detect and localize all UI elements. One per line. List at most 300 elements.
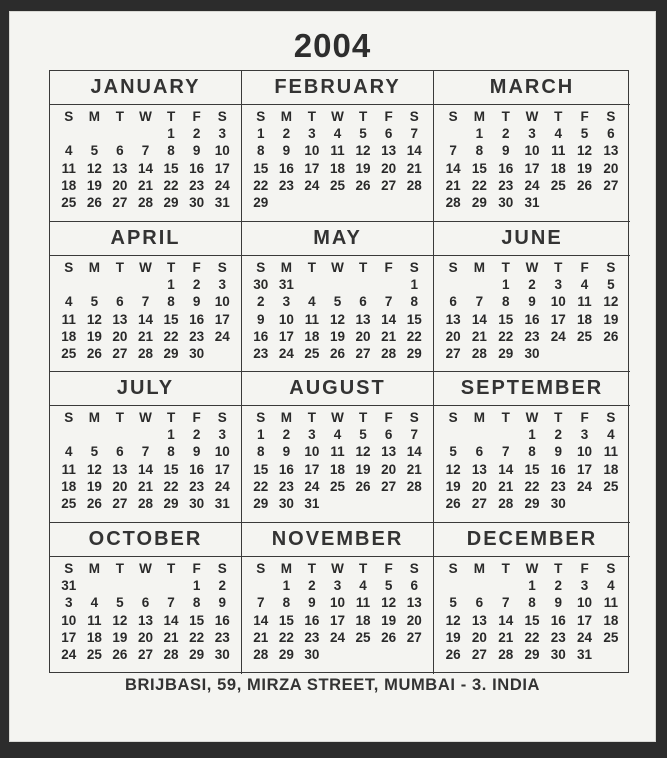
day-cell: 19 [86,177,102,193]
day-cell: 29 [524,646,540,662]
day-cell: 30 [253,277,269,293]
day-cell: 27 [112,345,128,361]
day-cell: 11 [330,444,345,460]
day-cell: 2 [554,427,563,443]
day-cell: 4 [607,427,615,443]
day-cell: 28 [137,194,153,210]
day-cell: 23 [550,629,566,645]
day-cell: 3 [218,427,226,443]
month-days [242,256,433,362]
day-cell: 3 [282,294,291,310]
day-cell: 20 [381,160,397,176]
day-cell: 31 [278,277,294,293]
day-cell: 29 [278,646,294,662]
weekday-header: S [448,109,458,124]
day-cell: 6 [116,444,124,460]
weekday-header: M [473,561,486,576]
day-cell: 15 [253,160,269,176]
weekday-header: T [554,410,563,425]
month-name: SEPTEMBER [434,372,630,406]
day-cell: 27 [471,646,487,662]
month-april [50,222,242,372]
month-january [50,71,242,222]
day-cell: 26 [86,345,102,361]
weekday-header: W [139,410,152,425]
month-name: DECEMBER [434,523,630,557]
day-cell [82,577,108,594]
day-cell: 20 [406,612,422,628]
weekday-header: S [448,260,458,275]
day-cell: 1 [167,126,175,142]
day-cell [133,577,159,594]
weekday-header: S [409,410,419,425]
day-cell: 21 [137,478,153,494]
day-cell: 9 [257,311,265,327]
day-cell: 6 [116,143,124,159]
month-days [50,406,241,512]
weekday-header: S [409,561,419,576]
day-cell: 2 [501,126,510,142]
day-cell: 25 [61,345,77,361]
day-cell: 15 [253,461,269,477]
day-cell: 31 [524,194,540,210]
day-cell: 10 [550,294,566,310]
weekday-header: T [501,561,510,576]
day-cell [107,577,133,594]
day-cell: 12 [86,160,102,176]
day-cell: 20 [603,160,619,176]
day-cell: 7 [410,427,418,443]
day-cell: 24 [329,629,345,645]
day-cell: 11 [355,595,371,611]
weekday-header: T [554,109,563,124]
month-name: OCTOBER [50,523,241,557]
day-cell: 11 [551,143,566,159]
day-cell: 20 [471,629,487,645]
weekday-header: F [192,260,201,275]
day-cell: 10 [61,612,77,628]
day-cell: 25 [329,177,345,193]
day-cell: 6 [141,595,150,611]
day-cell: 18 [61,478,77,494]
day-cell [376,194,402,211]
day-cell: 9 [308,595,316,611]
day-cell: 29 [498,345,514,361]
weekday-header: T [166,109,176,124]
day-cell: 21 [445,177,461,193]
year-title: 2004 [293,27,372,64]
day-cell: 24 [304,177,320,193]
day-cell: 27 [112,495,128,511]
day-cell [493,426,519,443]
day-cell: 27 [381,177,397,193]
day-cell: 23 [498,177,514,193]
day-cell: 5 [116,595,124,611]
day-cell: 12 [381,595,397,611]
day-cell: 8 [528,444,536,460]
day-cell: 4 [308,294,316,310]
day-cell: 22 [253,478,269,494]
month-october [50,523,242,674]
month-november [242,523,434,674]
day-cell: 29 [163,495,179,511]
day-cell: 24 [278,345,294,361]
weekday-header: F [580,109,589,124]
day-cell: 30 [304,646,320,662]
day-cell: 21 [137,177,153,193]
month-march [434,71,630,222]
day-cell: 13 [471,612,487,628]
day-cell: 8 [167,294,175,310]
day-cell: 1 [257,427,265,443]
day-cell [545,194,571,211]
day-cell: 29 [163,345,179,361]
day-cell: 11 [330,143,345,159]
month-name: JANUARY [50,71,241,105]
day-cell [440,577,466,594]
day-cell: 1 [528,578,536,594]
day-cell: 14 [406,143,422,159]
weekday-header: T [166,260,176,275]
day-cell: 26 [112,646,128,662]
month-june [434,222,630,372]
day-cell [82,276,108,293]
month-name: APRIL [50,222,241,256]
day-cell: 24 [577,478,593,494]
weekday-header: T [358,109,368,124]
day-cell: 16 [253,328,269,344]
weekday-header: T [307,109,317,124]
day-cell: 7 [141,294,150,310]
weekday-header: T [358,410,368,425]
day-cell: 27 [137,646,153,662]
day-cell: 10 [577,595,593,611]
day-cell: 2 [308,578,316,594]
day-cell: 8 [475,143,484,159]
day-cell: 23 [278,478,294,494]
day-cell: 1 [282,578,291,594]
day-cell [401,646,427,663]
day-cell: 24 [61,646,77,662]
day-cell: 7 [501,595,510,611]
day-cell: 27 [381,478,397,494]
day-cell [56,276,82,293]
day-cell [376,646,402,663]
day-cell: 21 [253,629,269,645]
day-cell: 15 [278,612,294,628]
day-cell: 7 [257,595,265,611]
day-cell: 24 [304,478,320,494]
day-cell: 12 [355,444,371,460]
day-cell: 12 [577,143,593,159]
day-cell: 18 [61,328,77,344]
day-cell: 7 [384,294,393,310]
day-cell: 29 [163,194,179,210]
day-cell: 25 [603,629,619,645]
day-cell: 9 [528,294,536,310]
day-cell: 23 [550,478,566,494]
month-days [242,557,433,663]
day-cell: 28 [253,646,269,662]
day-cell: 13 [603,143,619,159]
day-cell: 12 [86,311,102,327]
day-cell [440,276,466,293]
day-cell: 17 [329,612,345,628]
day-cell: 17 [304,160,320,176]
day-cell: 24 [214,478,230,494]
day-cell: 10 [304,143,320,159]
day-cell: 27 [445,345,461,361]
day-cell: 22 [253,177,269,193]
day-cell: 30 [550,646,566,662]
month-name: JUNE [434,222,630,256]
day-cell: 21 [137,328,153,344]
weekday-header: F [384,410,393,425]
month-days [50,105,241,211]
day-cell: 17 [278,328,294,344]
weekday-header: M [280,561,292,576]
day-cell [107,426,133,443]
weekday-header: W [331,109,344,124]
day-cell: 23 [189,177,205,193]
day-cell: 2 [257,294,265,310]
weekday-header: M [280,109,292,124]
day-cell: 4 [65,444,73,460]
day-cell: 15 [498,311,514,327]
weekday-header: S [409,260,419,275]
day-cell: 28 [471,345,487,361]
day-cell: 9 [501,143,510,159]
day-cell: 2 [282,126,291,142]
day-cell: 17 [577,612,593,628]
day-cell: 5 [449,444,457,460]
weekday-header: T [166,410,176,425]
day-cell [325,276,351,293]
weekday-header: F [580,260,589,275]
day-cell [493,577,519,594]
day-cell: 2 [192,126,201,142]
day-cell: 20 [112,328,128,344]
day-cell: 11 [61,311,76,327]
day-cell: 1 [167,277,175,293]
day-cell: 10 [304,444,320,460]
day-cell: 30 [278,495,294,511]
day-cell [350,495,376,512]
weekday-header: T [554,561,563,576]
weekday-header: S [64,410,74,425]
month-name: NOVEMBER [242,523,433,557]
month-days [50,256,241,362]
day-cell: 3 [333,578,342,594]
day-cell: 24 [550,328,566,344]
day-cell: 22 [524,478,540,494]
day-cell: 5 [359,126,367,142]
day-cell: 11 [577,294,592,310]
weekday-header: W [331,410,344,425]
month-days [434,557,630,663]
day-cell: 28 [137,345,153,361]
day-cell: 15 [189,612,205,628]
weekday-header: W [139,109,152,124]
day-cell [376,495,402,512]
weekday-header: S [606,109,616,124]
day-cell: 23 [189,478,205,494]
day-cell: 18 [61,177,77,193]
weekday-header: T [166,561,176,576]
day-cell: 24 [524,177,540,193]
weekday-header: T [554,260,563,275]
day-cell: 6 [410,578,418,594]
day-cell: 8 [167,143,175,159]
day-cell: 25 [603,478,619,494]
day-cell: 8 [501,294,510,310]
day-cell: 31 [214,495,230,511]
weekday-header: T [115,109,125,124]
day-cell: 27 [355,345,371,361]
month-february [242,71,434,222]
weekday-header: S [606,410,616,425]
day-cell: 21 [406,461,422,477]
day-cell: 26 [381,629,397,645]
day-cell: 25 [304,345,320,361]
day-cell: 23 [524,328,540,344]
day-cell: 19 [355,461,371,477]
weekday-header: M [473,109,486,124]
day-cell: 1 [410,277,418,293]
day-cell: 16 [550,612,566,628]
day-cell [325,646,351,663]
day-cell: 15 [163,311,179,327]
day-cell [401,495,427,512]
day-cell: 3 [308,427,316,443]
day-cell: 27 [471,495,487,511]
day-cell: 22 [471,177,487,193]
day-cell: 4 [90,595,99,611]
day-cell: 28 [406,177,422,193]
day-cell [299,194,325,211]
month-days [242,105,433,211]
day-cell [350,646,376,663]
weekday-header: S [256,410,266,425]
day-cell: 17 [214,160,230,176]
day-cell: 14 [163,612,179,628]
day-cell: 12 [329,311,345,327]
day-cell: 28 [163,646,179,662]
day-cell: 9 [192,143,201,159]
weekday-header: S [448,561,458,576]
weekday-header: T [501,109,510,124]
day-cell: 6 [359,294,367,310]
day-cell: 28 [406,478,422,494]
day-cell [107,125,133,142]
day-cell: 7 [475,294,484,310]
weekday-header: S [217,561,227,576]
day-cell [56,125,82,142]
day-cell: 9 [554,595,563,611]
day-cell: 14 [406,444,422,460]
day-cell: 26 [445,495,461,511]
day-cell: 26 [355,177,371,193]
day-cell: 11 [61,461,76,477]
day-cell: 15 [524,461,540,477]
day-cell: 6 [449,294,457,310]
day-cell: 30 [498,194,514,210]
day-cell: 4 [580,277,589,293]
day-cell [325,194,351,211]
day-cell: 16 [304,612,320,628]
day-cell [598,646,624,663]
weekday-header: S [606,260,616,275]
day-cell: 3 [580,427,589,443]
day-cell: 1 [167,427,175,443]
day-cell: 4 [65,294,73,310]
day-cell: 20 [112,177,128,193]
day-cell: 4 [333,427,342,443]
day-cell: 20 [471,478,487,494]
day-cell: 8 [282,595,291,611]
day-cell: 12 [603,294,619,310]
publisher-address: BRIJBASI, 59, MIRZA STREET, MUMBAI - 3. INDIA [124,676,541,694]
day-cell: 16 [524,311,540,327]
day-cell: 12 [86,461,102,477]
day-cell: 24 [214,328,230,344]
day-cell: 13 [112,311,128,327]
day-cell: 13 [112,461,128,477]
day-cell: 18 [603,461,619,477]
day-cell [133,276,159,293]
day-cell [598,495,624,512]
day-cell: 10 [329,595,345,611]
day-cell: 21 [163,629,179,645]
day-cell: 2 [282,427,291,443]
day-cell: 22 [189,629,205,645]
day-cell: 11 [603,444,618,460]
day-cell: 4 [607,578,615,594]
day-cell: 26 [603,328,619,344]
day-cell: 1 [528,427,536,443]
day-cell: 3 [580,578,589,594]
day-cell [158,577,184,594]
day-cell: 6 [116,294,124,310]
day-cell: 22 [406,328,422,344]
day-cell: 28 [381,345,397,361]
day-cell: 18 [577,311,593,327]
day-cell: 19 [329,328,345,344]
day-cell: 8 [192,595,201,611]
day-cell: 16 [214,612,230,628]
day-cell: 12 [445,612,461,628]
day-cell: 16 [278,160,294,176]
day-cell: 14 [137,461,153,477]
month-september [434,372,630,523]
day-cell: 5 [90,143,99,159]
day-cell: 28 [498,495,514,511]
weekday-header: M [88,410,100,425]
day-cell: 15 [524,612,540,628]
day-cell [466,276,492,293]
day-cell: 18 [355,612,371,628]
day-cell: 16 [498,160,514,176]
day-cell: 9 [282,143,291,159]
day-cell: 14 [471,311,487,327]
day-cell: 26 [355,478,371,494]
weekday-header: S [217,260,227,275]
day-cell: 13 [137,612,153,628]
weekday-header: M [473,260,486,275]
day-cell: 7 [410,126,418,142]
weekday-header: S [217,109,227,124]
day-cell: 7 [141,444,150,460]
